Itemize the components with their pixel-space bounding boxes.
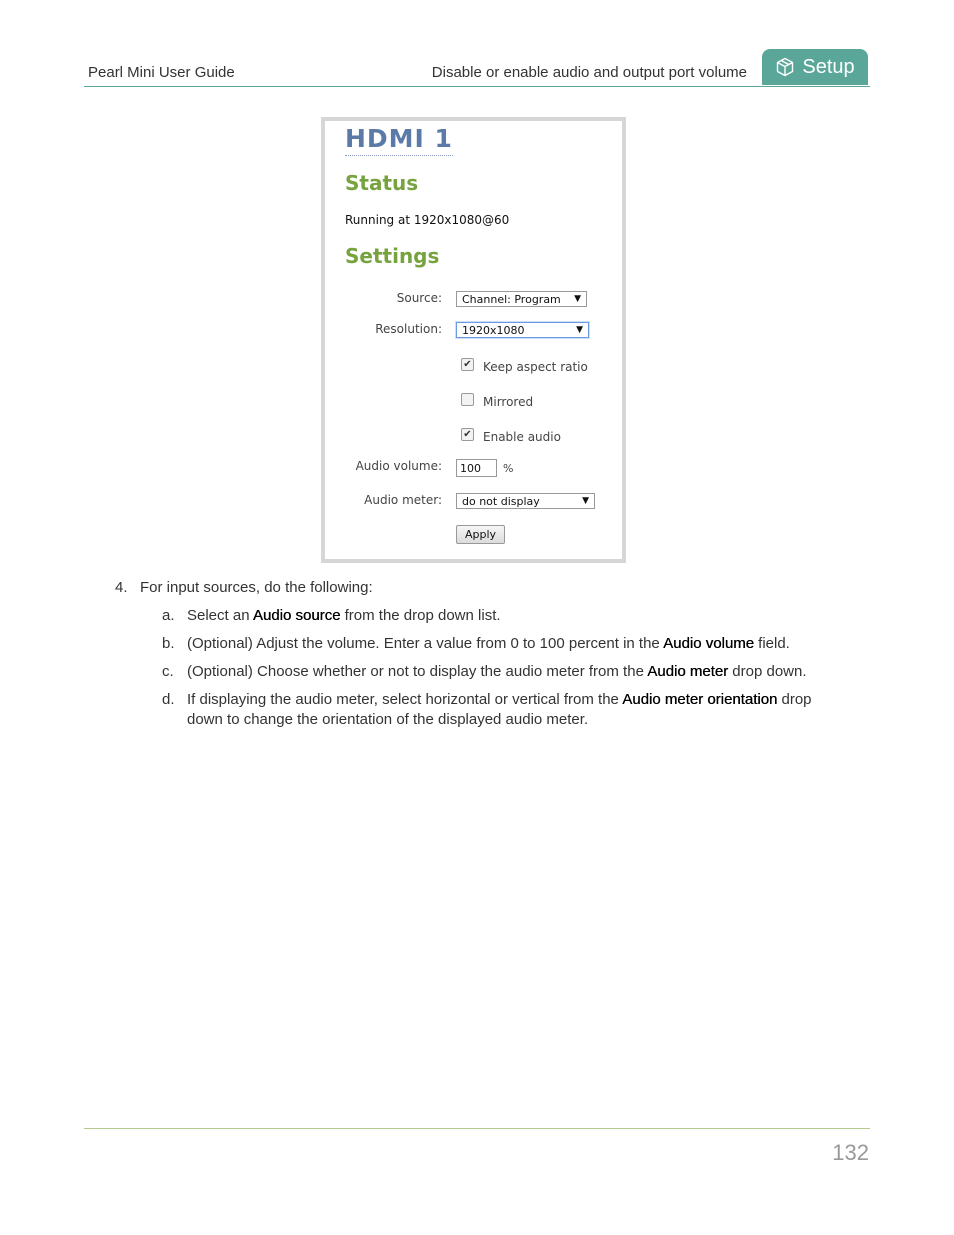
footer-rule xyxy=(84,1128,870,1129)
chevron-down-icon: ▼ xyxy=(574,294,581,304)
audio-volume-label: Audio volume: xyxy=(355,459,442,473)
page-number: 132 xyxy=(832,1140,869,1165)
status-heading: Status xyxy=(345,171,419,195)
step-marker: b. xyxy=(162,635,175,652)
source-select-value: Channel: Program xyxy=(462,293,561,306)
settings-heading: Settings xyxy=(345,244,440,268)
screenshot-title: HDMI 1 xyxy=(345,124,453,156)
mirrored-checkbox[interactable] xyxy=(461,393,474,406)
mirrored-label: Mirrored xyxy=(483,395,534,409)
step-text: For input sources, do the following: xyxy=(140,579,373,596)
source-select[interactable] xyxy=(456,291,587,307)
step-marker: a. xyxy=(162,607,175,624)
step-marker: d. xyxy=(162,691,175,708)
resolution-select[interactable] xyxy=(456,322,589,338)
chevron-down-icon: ▼ xyxy=(576,325,583,335)
step-marker: c. xyxy=(162,663,174,680)
audio-volume-input[interactable]: 100 xyxy=(456,459,497,477)
resolution-label: Resolution: xyxy=(375,322,442,336)
hdmi-settings-screenshot xyxy=(321,117,626,563)
section-title: Disable or enable audio and output port volume xyxy=(431,64,747,81)
setup-tab-label: Setup xyxy=(802,55,855,78)
step-text: (Optional) Choose whether or not to display the audio meter from the Audio meter drop down. xyxy=(187,663,807,680)
step-text: (Optional) Adjust the volume. Enter a value from 0 to 100 percent in the Audio volume field. xyxy=(187,635,790,652)
step-text: Select an Audio source from the drop down list. xyxy=(187,607,501,624)
audio-meter-select[interactable] xyxy=(456,493,595,509)
ui-term: Audio source xyxy=(252,607,341,624)
status-text: Running at 1920x1080@60 xyxy=(345,213,510,227)
apply-button[interactable]: Apply xyxy=(456,525,505,544)
enable-audio-label: Enable audio xyxy=(483,430,561,444)
guide-title: Pearl Mini User Guide xyxy=(88,64,235,81)
chevron-down-icon: ▼ xyxy=(582,496,589,506)
keep-aspect-label: Keep aspect ratio xyxy=(483,360,588,374)
resolution-select-value: 1920x1080 xyxy=(462,324,525,337)
source-label: Source: xyxy=(396,291,442,305)
audio-meter-label: Audio meter: xyxy=(364,493,442,507)
keep-aspect-checkbox[interactable]: ✔ xyxy=(461,358,474,371)
audio-meter-select-value: do not display xyxy=(462,495,540,508)
step-marker: 4. xyxy=(115,579,128,596)
header-rule xyxy=(84,86,870,87)
cube-icon xyxy=(775,57,795,77)
ui-term: Audio volume xyxy=(663,635,754,652)
enable-audio-checkbox[interactable]: ✔ xyxy=(461,428,474,441)
ui-term: Audio meter xyxy=(647,663,729,680)
ui-term: Audio meter orientation xyxy=(622,691,778,708)
step-text: If displaying the audio meter, select horizontal or vertical from the Audio meter orientation drop down to change the orientation of the displayed audio meter. xyxy=(187,691,812,728)
audio-volume-unit: % xyxy=(503,462,514,475)
setup-tab xyxy=(762,49,868,85)
